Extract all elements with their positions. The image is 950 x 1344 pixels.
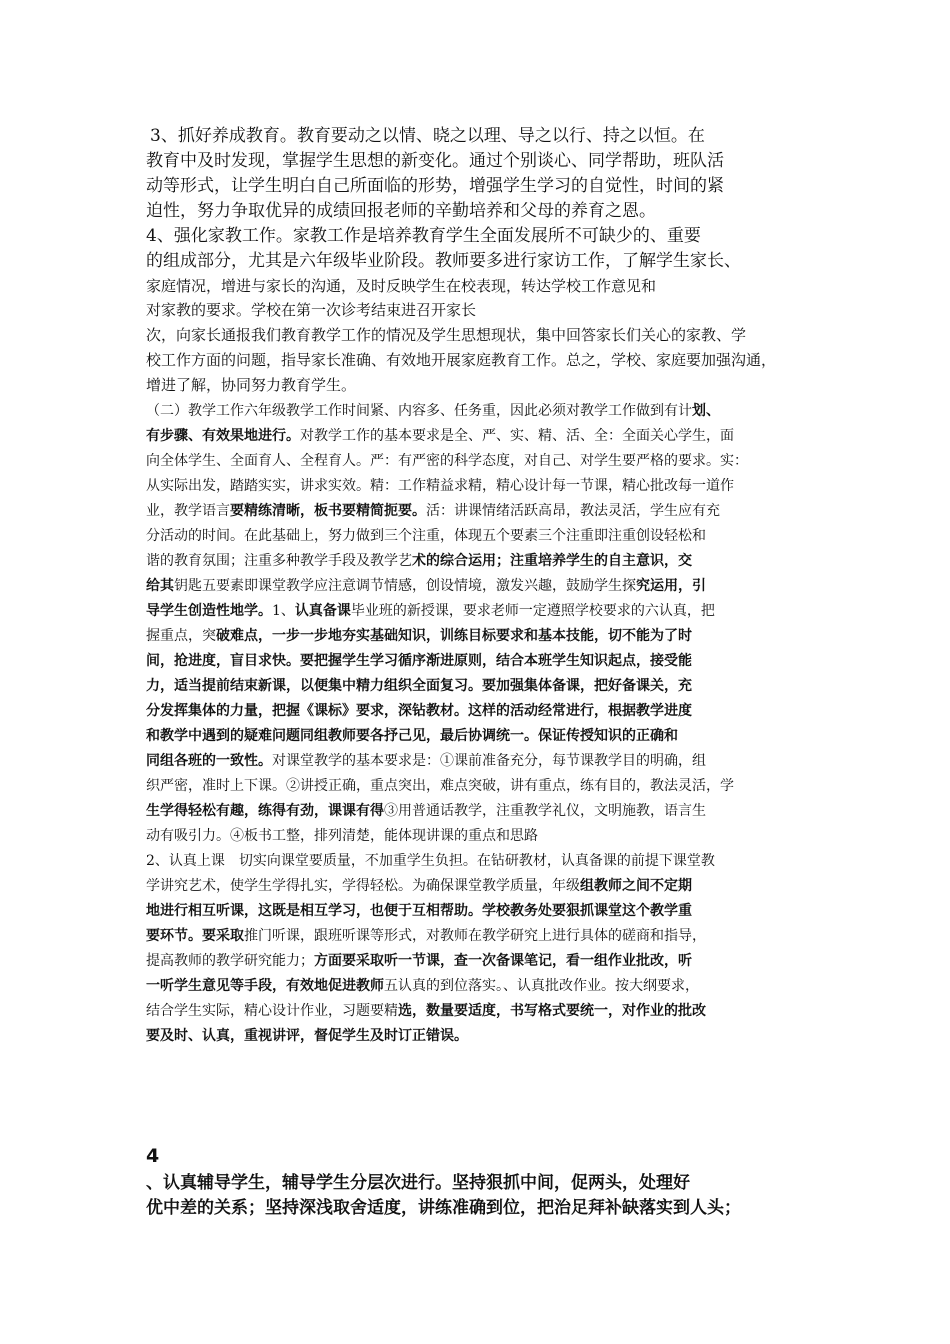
paragraph-line: 提高教师的教学研究能力；方面要采取听一节课，查一次备课笔记，看一组作业批改，听 xyxy=(146,953,692,969)
paragraph-line: 教育中及时发现，掌握学生思想的新变化。通过个别谈心、同学帮助，班队活 xyxy=(146,151,724,171)
paragraph-line: 分活动的时间。在此基础上，努力做到三个注重，体现五个要素三个注重即注重创设轻松和 xyxy=(146,528,706,544)
paragraph-line: 动等形式，让学生明白自己所面临的形势，增强学生学习的自觉性，时间的紧 xyxy=(146,176,724,196)
paragraph-line: 给其钥匙五要素即课堂教学应注意调节情感，创设情境，激发兴趣，鼓励学生探究运用，引 xyxy=(146,578,706,594)
paragraph-line: 握重点，突破难点，一步一步地夯实基础知识，训练目标要求和基本技能，切不能为了时 xyxy=(146,628,692,644)
section-number: 4 xyxy=(146,1145,160,1167)
paragraph-line: 4、强化家教工作。家教工作是培养教育学生全面发展所不可缺少的、重要 xyxy=(146,226,701,246)
paragraph-line: 一听学生意见等手段，有效地促进教师五认真的到位落实。、认真批改作业。按大纲要求， xyxy=(146,978,699,994)
paragraph-line: 生学得轻松有趣，练得有劲，课课有得③用普通话教学，注重教学礼仪，文明施教，语言生 xyxy=(146,803,706,819)
paragraph-line: 和教学中遇到的疑难问题同组教师要各抒己见，最后协调统一。保证传授知识的正确和 xyxy=(146,728,678,744)
paragraph-line: 优中差的关系；坚持深浅取舍适度，讲练准确到位，把治足拜补缺落实到人头； xyxy=(146,1198,741,1218)
paragraph-line: 动有吸引力。④板书工整，排列清楚，能体现讲课的重点和思路 xyxy=(146,828,538,844)
paragraph-line: 校工作方面的问题，指导家长准确、有效地开展家庭教育工作。总之，学校、家庭要加强沟通， xyxy=(146,351,777,369)
paragraph-line: 织严密，准时上下课。②讲授正确，重点突出，难点突破，讲有重点，练有目的，教法灵活，学 xyxy=(146,778,734,794)
paragraph-line: 对家教的要求。学校在第一次诊考结束进召开家长 xyxy=(146,301,477,319)
paragraph-line: 谐的教育氛围；注重多种教学手段及教学艺术的综合运用；注重培养学生的自主意识，交 xyxy=(146,553,692,569)
paragraph-line: 地进行相互听课，这既是相互学习，也便于互相帮助。学校教务处要狠抓课堂这个教学重 xyxy=(146,903,692,919)
paragraph-line: 结合学生实际，精心设计作业，习题要精选，数量要适度，书写格式要统一，对作业的批改 xyxy=(146,1003,706,1019)
paragraph-line: 同组各班的一致性。对课堂教学的基本要求是：①课前准备充分，每节课教学目的明确，组 xyxy=(146,753,706,769)
paragraph-line: 次，向家长通报我们教育教学工作的情况及学生思想现状，集中回答家长们关心的家教、学 xyxy=(146,326,747,344)
paragraph-line: 从实际出发，踏踏实实，讲求实效。精：工作精益求精，精心设计每一节课，精心批改每一道作 xyxy=(146,478,734,494)
paragraph-line: 3、抓好养成教育。教育要动之以情、晓之以理、导之以行、持之以恒。在 xyxy=(150,126,705,146)
paragraph-line: 业，教学语言要精练清晰，板书要精简扼要。活：讲课情绪活跃高昂，教法灵活，学生应有充 xyxy=(146,503,720,519)
paragraph-line: 导学生创造性地学。1、认真备课毕业班的新授课，要求老师一定遵照学校要求的六认真，把 xyxy=(146,603,715,619)
paragraph-line: 要环节。要采取推门听课，跟班听课等形式，对教师在教学研究上进行具体的磋商和指导， xyxy=(146,928,706,944)
paragraph-line: 增进了解，协同努力教育学生。 xyxy=(146,376,357,394)
paragraph-line: 的组成部分，尤其是六年级毕业阶段。教师要多进行家访工作，了解学生家长、 xyxy=(146,251,741,271)
paragraph-line: （二）教学工作六年级教学工作时间紧、内容多、任务重，因此必须对教学工作做到有计划、 xyxy=(146,403,720,419)
paragraph-line: 迫性，努力争取优异的成绩回报老师的辛勤培养和父母的养育之恩。 xyxy=(146,201,656,221)
paragraph-line: 2、认真上课 切实向课堂要质量，不加重学生负担。在钻研教材，认真备课的前提下课堂教 xyxy=(146,853,715,869)
paragraph-line: 间，抢进度，盲目求快。要把握学生学习循序渐进原则，结合本班学生知识起点，接受能 xyxy=(146,653,692,669)
paragraph-line: 家庭情况，增进与家长的沟通，及时反映学生在校表现，转达学校工作意见和 xyxy=(146,277,657,295)
paragraph-line: 分发挥集体的力量，把握《课标》要求，深钻教材。这样的活动经常进行，根据教学进度 xyxy=(146,703,692,719)
paragraph-line: 力，适当提前结束新课，以便集中精力组织全面复习。要加强集体备课，把好备课关，充 xyxy=(146,678,692,694)
paragraph-line: 学讲究艺术，使学生学得扎实，学得轻松。为确保课堂教学质量，年级组教师之间不定期 xyxy=(146,878,692,894)
paragraph-line: 有步骤、有效果地进行。对教学工作的基本要求是全、严、实、精、活、全：全面关心学生，面 xyxy=(146,428,734,444)
paragraph-line: 向全体学生、全面育人、全程育人。严：有严密的科学态度，对自己、对学生要严格的要求。实： xyxy=(146,453,748,469)
paragraph-line: 要及时、认真，重视讲评，督促学生及时订正错误。 xyxy=(146,1028,468,1044)
paragraph-line: 、认真辅导学生，辅导学生分层次进行。坚持狠抓中间，促两头，处理好 xyxy=(146,1173,690,1193)
